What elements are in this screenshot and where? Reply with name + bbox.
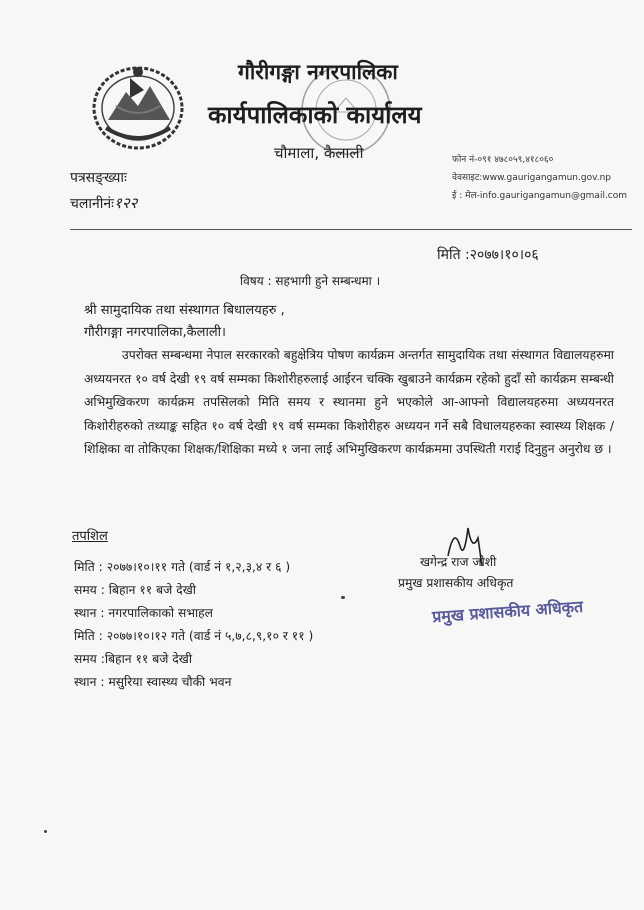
email: ई : मेल-info.gaurigangamun@gmail.com — [452, 191, 628, 201]
letter-subject: विषय : सहभागी हुने सम्बन्धमा । — [240, 274, 381, 288]
detail-line: समय : बिहान ११ बजे देखी — [74, 583, 196, 597]
signatory-name: खगेन्द्र राज जोशी — [420, 555, 497, 569]
ink-speck — [44, 830, 47, 833]
dispatch-number-label: चलानीनंः — [70, 196, 115, 212]
detail-line: समय :बिहान ११ बजे देखी — [74, 652, 193, 666]
office-location: चौमाला, कैलाली — [274, 144, 364, 162]
detail-line: स्थान : नगरपालिकाको सभाहल — [74, 606, 214, 620]
office-name: कार्यपालिकाको कार्यालय — [208, 101, 422, 129]
signatory-title: प्रमुख प्रशासकीय अधिकृत — [398, 576, 514, 590]
header-divider — [70, 229, 632, 230]
addressee-line-1: श्री सामुदायिक तथा संस्थागत बिधालयहरु , — [84, 303, 285, 318]
municipality-name: गौरीगङ्गा नगरपालिका — [238, 60, 398, 84]
detail-line: स्थान : मसुरिया स्वास्थ्य चौकी भवन — [74, 675, 232, 689]
letter-body: उपरोक्त सम्बन्धमा नेपाल सरकारको बहुक्षेत्रिय पोषण कार्यक्रम अन्तर्गत सामुदायिक तथा संस्थागत विद्यालयहरुमा अध्ययनरत १० वर्ष देखी १९ वर्ष सम्मका किशोरीहरुलाई आईरन चक्कि खुबाउने कार्यक्रम रहेको हुदाँ सो कार्यक्रम सम्बन्धी अभिमुखिकरण कार्यक्रम तपसिलको मिति समय र स्थानमा हुने भएकोले आ-आफ्नो विद्यालयहरुमा अध्ययनरत किशोरीहरुको तथ्याङ्क सहित १० वर्ष देखी १९ वर्ष सम्मका किशोरीहरु अध्ययन गर्ने सबै विधालयहरुका स्वास्थ्य शिक्षक / शिक्षिका वा तोकिएका शिक्षक/शिक्षिका मध्ये १ जना लाई अभिमुखिकरण कार्यक्रममा उपस्थिती गराई दिनुहुन अनुरोध छ । — [84, 348, 614, 457]
phone-number: फोन नं-०९१ ४७८०५९,४१८०६० — [452, 155, 554, 165]
nepal-government-emblem-icon — [86, 58, 190, 154]
ink-speck — [341, 596, 345, 599]
website: वेवसाइट:www.gaurigangamun.gov.np — [452, 173, 611, 183]
dispatch-number — [70, 193, 137, 213]
dispatch-number-value: १२२ — [114, 194, 138, 212]
letter-date: मिति :२०७७।१०।०६ — [437, 247, 539, 263]
detail-line: मिति : २०७७।१०।१२ गते (वार्ड नं ५,७,८,९,१० र ११ ) — [74, 629, 314, 643]
official-stamp: प्रमुख प्रशासकीय अधिकृत — [431, 596, 584, 627]
details-heading: तपशिल — [72, 529, 108, 544]
addressee-line-2: गौरीगङ्गा नगरपालिका,कैलाली। — [84, 325, 226, 340]
letter-number-label: पत्रसङ्ख्याः — [70, 170, 127, 186]
detail-line: मिति : २०७७।१०।११ गते (वार्ड नं १,२,३,४ र ६ ) — [74, 560, 291, 574]
